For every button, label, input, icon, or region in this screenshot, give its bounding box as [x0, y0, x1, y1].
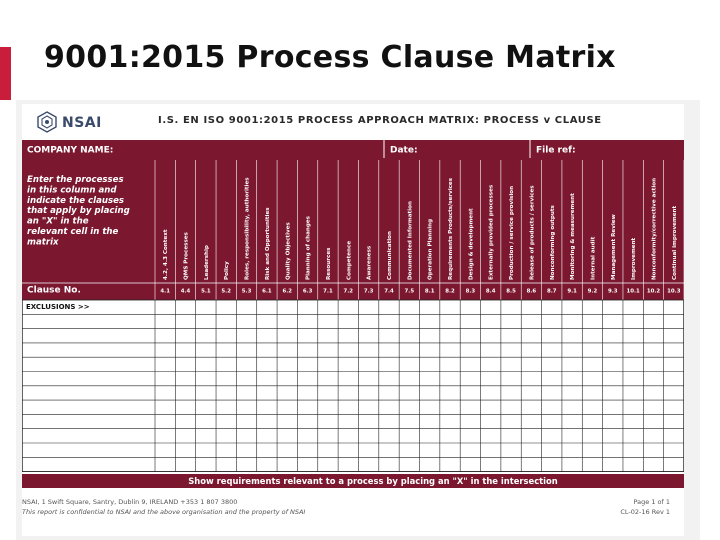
- clause-number-label: 7.2: [343, 288, 354, 295]
- exclusions-label: EXCLUSIONS >>: [26, 303, 90, 311]
- footer-address: NSAI, 1 Swift Square, Santry, Dublin 9, IRELAND +353 1 807 3800: [22, 498, 238, 506]
- matrix-document: [22, 104, 684, 536]
- clause-number-label: 10.2: [646, 288, 661, 295]
- clause-number-label: 7.3: [363, 288, 374, 295]
- instruction-line: that apply by placing: [27, 206, 130, 217]
- clause-number-label: 8.4: [485, 288, 496, 295]
- instruction-line: an "X" in the: [27, 216, 89, 227]
- instruction-line: matrix: [27, 237, 59, 248]
- clause-name-label: Production / service provision: [509, 185, 516, 280]
- clause-name-label: Management Review: [610, 214, 617, 280]
- clause-name-label: Monitoring & measurement: [570, 193, 577, 280]
- clause-name-label: Risk and Opportunities: [264, 207, 271, 280]
- clause-name-label: Documented Information: [407, 201, 414, 280]
- clause-number-label: 8.2: [445, 288, 455, 295]
- clause-name-label: Nonconforming outputs: [549, 205, 556, 280]
- clause-number-label: 8.6: [526, 288, 537, 295]
- file-ref-label: File ref:: [536, 145, 576, 156]
- footer-confidential: This report is confidential to NSAI and the above organisation and the property of NSAI: [22, 508, 306, 516]
- clause-number-label: 7.5: [404, 288, 415, 295]
- clause-name-label: Design & development: [468, 208, 475, 280]
- clause-number-label: 8.5: [506, 288, 516, 295]
- nsai-logo-icon: [36, 111, 58, 133]
- clause-number-label: 6.2: [282, 288, 293, 295]
- clause-name-label: QMS Processes: [183, 232, 190, 280]
- instruction-line: indicate the clauses: [27, 195, 125, 206]
- clause-number-label: 5.3: [241, 288, 252, 295]
- clause-number-label: 9.2: [587, 288, 598, 295]
- clause-name-label: Planning of changes: [305, 215, 312, 280]
- clause-name-label: Operation Planning: [427, 218, 434, 280]
- clause-number-label: 4.4: [180, 288, 191, 295]
- clause-name-label: Leadership: [203, 245, 210, 280]
- footer-doc-ref: CL-02-16 Rev 1: [620, 508, 670, 516]
- instruction-line: in this column and: [27, 185, 117, 196]
- document-header: [22, 104, 684, 140]
- clause-number-label: 9.1: [567, 288, 577, 295]
- clause-name-label: Release of products / services: [529, 185, 536, 280]
- clause-name-label: Improvement: [631, 237, 638, 280]
- clause-number-label: 4.1: [160, 288, 170, 295]
- info-bar: [22, 140, 684, 158]
- clause-number-label: 5.2: [221, 288, 231, 295]
- clause-name-label: 4.2, 4.3 Context: [163, 229, 170, 280]
- bottom-banner-text: Show requirements relevant to a process by placing an "X" in the intersection: [188, 476, 558, 486]
- clause-name-label: Communication: [386, 231, 393, 280]
- slide-title: 9001:2015 Process Clause Matrix: [44, 40, 616, 75]
- document-title: I.S. EN ISO 9001:2015 PROCESS APPROACH MATRIX: PROCESS v CLAUSE: [158, 115, 602, 126]
- clause-name-label: Awareness: [366, 245, 373, 280]
- clause-name-label: Requirements Products/services: [448, 177, 455, 280]
- clause-number-label: 7.1: [323, 288, 333, 295]
- slide-accent-bar: [0, 47, 11, 100]
- nsai-logo-text: NSAI: [62, 115, 102, 131]
- clause-name-label: Externally provided processes: [488, 184, 495, 280]
- clause-name-label: Quality Objectives: [285, 222, 292, 280]
- clause-number-label: 10.1: [626, 288, 640, 295]
- clause-number-label: 8.7: [546, 288, 557, 295]
- clause-number-label: 6.1: [262, 288, 272, 295]
- clause-number-label: 7.4: [384, 288, 394, 295]
- clause-number-label: 9.3: [608, 288, 618, 295]
- clause-number-label: 8.3: [465, 288, 476, 295]
- clause-name-label: Competence: [346, 240, 353, 280]
- clause-name-label: Roles, responsibility, authorities: [244, 177, 251, 280]
- instruction-line: Enter the processes: [27, 175, 124, 185]
- clause-number-label: 6.3: [302, 288, 313, 295]
- footer-page-number: Page 1 of 1: [633, 498, 670, 506]
- document-footer: [22, 496, 684, 536]
- instruction-line: relevant cell in the: [27, 227, 119, 237]
- clause-name-label: Internal audit: [590, 236, 597, 280]
- date-label: Date:: [390, 145, 418, 156]
- clause-no-label: Clause No.: [27, 285, 81, 296]
- clause-name-label: Policy: [224, 261, 231, 280]
- clause-number-label: 5.1: [201, 288, 211, 295]
- clause-name-label: Continual improvement: [671, 205, 678, 280]
- clause-name-label: Nonconformity/corrective action: [651, 177, 658, 280]
- clause-number-label: 8.1: [424, 288, 435, 295]
- clause-name-label: Resources: [325, 247, 332, 280]
- process-clause-matrix: [22, 140, 684, 496]
- clause-number-label: 10.3: [667, 288, 681, 295]
- company-name-label: COMPANY NAME:: [27, 145, 114, 156]
